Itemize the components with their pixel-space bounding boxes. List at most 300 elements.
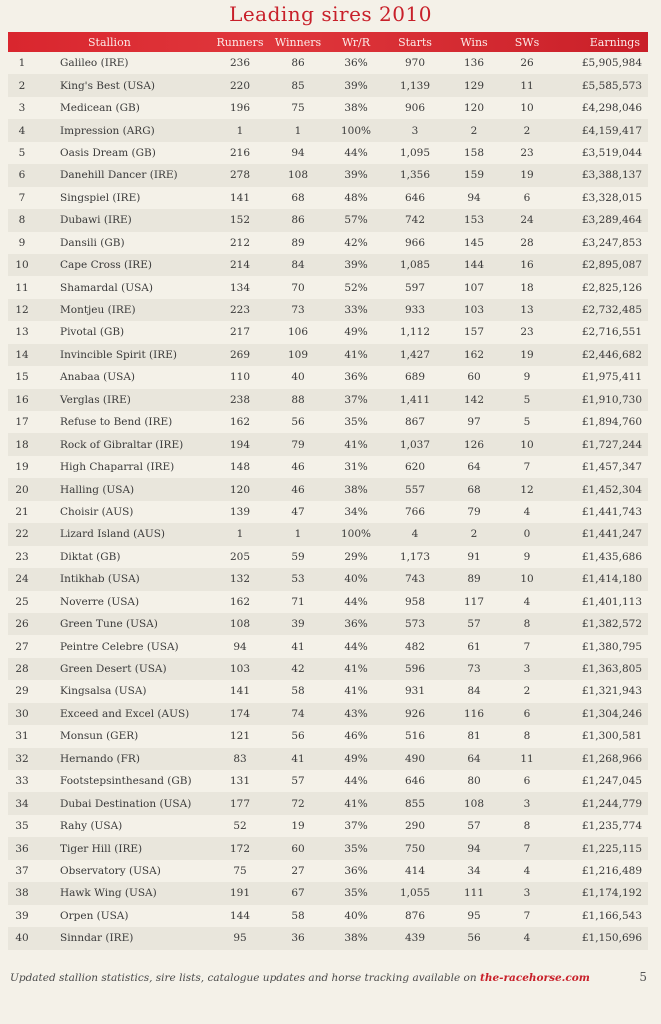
earnings-cell: £1,727,244: [581, 438, 642, 451]
sws-cell: 23: [520, 326, 534, 339]
earnings-cell: £1,268,966: [581, 752, 642, 765]
stallion-cell: Hernando (FR): [60, 752, 140, 765]
wr-cell: 39%: [344, 79, 368, 92]
stallion-cell: Galileo (IRE): [60, 57, 129, 70]
wr-cell: 35%: [344, 842, 368, 855]
runners-cell: 191: [229, 887, 251, 900]
earnings-cell: £1,150,696: [581, 932, 642, 945]
wins-cell: 145: [463, 236, 485, 249]
wins-cell: 94: [467, 191, 481, 204]
earnings-cell: £1,216,489: [581, 864, 642, 877]
stallion-cell: Singspiel (IRE): [60, 191, 141, 204]
wins-cell: 108: [463, 797, 485, 810]
wr-cell: 33%: [344, 304, 368, 317]
stallion-cell: Peintre Celebre (USA): [60, 640, 179, 653]
winners-cell: 58: [291, 685, 305, 698]
sws-cell: 8: [523, 730, 531, 743]
stallion-cell: Rahy (USA): [60, 820, 123, 833]
rank-cell: 35: [15, 820, 29, 833]
starts-cell: 743: [404, 573, 426, 586]
stallion-cell: Diktat (GB): [60, 550, 121, 563]
wins-cell: 64: [467, 461, 481, 474]
wins-cell: 120: [463, 102, 485, 115]
starts-cell: 867: [404, 416, 426, 429]
sws-cell: 10: [520, 102, 534, 115]
sws-cell: 11: [520, 79, 534, 92]
runners-cell: 174: [229, 707, 251, 720]
wins-cell: 94: [467, 842, 481, 855]
winners-cell: 67: [291, 887, 305, 900]
starts-cell: 689: [404, 371, 426, 384]
header-runners: Runners: [216, 35, 264, 49]
winners-cell: 58: [291, 909, 305, 922]
runners-cell: 139: [229, 505, 251, 518]
table-row: [8, 97, 648, 119]
winners-cell: 68: [291, 191, 305, 204]
wr-cell: 35%: [344, 416, 368, 429]
starts-cell: 742: [404, 214, 426, 227]
starts-cell: 1,427: [399, 348, 431, 361]
starts-cell: 490: [404, 752, 426, 765]
starts-cell: 1,173: [399, 550, 431, 563]
starts-cell: 766: [404, 505, 426, 518]
wr-cell: 52%: [344, 281, 368, 294]
starts-cell: 1,139: [399, 79, 431, 92]
earnings-cell: £3,247,853: [581, 236, 642, 249]
table-row: [8, 276, 648, 298]
wr-cell: 39%: [344, 259, 368, 272]
sws-cell: 3: [523, 797, 531, 810]
wins-cell: 80: [467, 775, 481, 788]
runners-cell: 194: [229, 438, 251, 451]
rank-cell: 25: [15, 595, 29, 608]
winners-cell: 75: [291, 102, 305, 115]
sws-cell: 2: [523, 685, 531, 698]
starts-cell: 1,085: [399, 259, 431, 272]
stallion-cell: Noverre (USA): [60, 595, 140, 608]
earnings-cell: £1,247,045: [581, 775, 642, 788]
sws-cell: 3: [523, 663, 531, 676]
runners-cell: 75: [233, 864, 247, 877]
table-row: [8, 209, 648, 231]
winners-cell: 60: [291, 842, 305, 855]
starts-cell: 876: [404, 909, 426, 922]
winners-cell: 41: [291, 640, 305, 653]
earnings-cell: £1,975,411: [581, 371, 642, 384]
stallion-cell: Shamardal (USA): [60, 281, 153, 294]
wins-cell: 2: [470, 124, 478, 137]
winners-cell: 106: [287, 326, 309, 339]
wr-cell: 44%: [344, 775, 368, 788]
winners-cell: 109: [287, 348, 309, 361]
stallion-cell: Impression (ARG): [60, 124, 155, 137]
wr-cell: 36%: [344, 57, 368, 70]
table-row: [8, 501, 648, 523]
earnings-cell: £1,382,572: [581, 618, 642, 631]
stallion-cell: Lizard Island (AUS): [60, 528, 165, 541]
rank-cell: 6: [18, 169, 26, 182]
table-row: [8, 770, 648, 792]
runners-cell: 238: [229, 393, 251, 406]
rank-cell: 16: [15, 393, 29, 406]
sws-cell: 24: [520, 214, 534, 227]
starts-cell: 750: [404, 842, 426, 855]
stallion-cell: Orpen (USA): [60, 909, 129, 922]
sws-cell: 8: [523, 820, 531, 833]
sws-cell: 12: [520, 483, 534, 496]
sws-cell: 3: [523, 887, 531, 900]
table-row: [8, 389, 648, 411]
wins-cell: 129: [463, 79, 485, 92]
winners-cell: 56: [291, 730, 305, 743]
rank-cell: 39: [15, 909, 29, 922]
stallion-cell: Dansili (GB): [60, 236, 125, 249]
earnings-cell: £1,380,795: [581, 640, 642, 653]
starts-cell: 596: [404, 663, 426, 676]
starts-cell: 620: [404, 461, 426, 474]
rank-cell: 19: [15, 461, 29, 474]
stallion-cell: Choisir (AUS): [60, 505, 134, 518]
starts-cell: 1,356: [399, 169, 431, 182]
winners-cell: 42: [291, 663, 305, 676]
stallion-cell: Dubai Destination (USA): [60, 797, 192, 810]
starts-cell: 4: [411, 528, 419, 541]
table-row: [8, 187, 648, 209]
table-row: [8, 882, 648, 904]
rank-cell: 28: [15, 663, 29, 676]
runners-cell: 269: [229, 348, 251, 361]
starts-cell: 1,095: [399, 146, 431, 159]
starts-cell: 516: [404, 730, 426, 743]
wr-cell: 34%: [344, 505, 368, 518]
rank-cell: 32: [15, 752, 29, 765]
table-row: [8, 366, 648, 388]
earnings-cell: £4,298,046: [581, 102, 642, 115]
stallion-cell: Kingsalsa (USA): [60, 685, 147, 698]
wr-cell: 36%: [344, 618, 368, 631]
stallion-cell: Medicean (GB): [60, 102, 140, 115]
winners-cell: 88: [291, 393, 305, 406]
winners-cell: 1: [294, 124, 302, 137]
wins-cell: 153: [463, 214, 485, 227]
header-stallion: Stallion: [88, 35, 131, 49]
table-row: [8, 658, 648, 680]
sws-cell: 18: [520, 281, 534, 294]
starts-cell: 557: [404, 483, 426, 496]
sws-cell: 13: [520, 304, 534, 317]
page-number: 5: [639, 970, 647, 984]
sws-cell: 10: [520, 438, 534, 451]
rank-cell: 20: [15, 483, 29, 496]
winners-cell: 47: [291, 505, 305, 518]
rank-cell: 31: [15, 730, 29, 743]
wins-cell: 107: [463, 281, 485, 294]
earnings-cell: £2,825,126: [581, 281, 642, 294]
rank-cell: 8: [18, 214, 26, 227]
wins-cell: 157: [463, 326, 485, 339]
table-row: [8, 905, 648, 927]
runners-cell: 134: [229, 281, 251, 294]
header-earnings: Earnings: [589, 35, 640, 49]
table-row: [8, 299, 648, 321]
earnings-cell: £1,300,581: [581, 730, 642, 743]
runners-cell: 172: [229, 842, 251, 855]
table-row: [8, 164, 648, 186]
wins-cell: 64: [467, 752, 481, 765]
runners-cell: 1: [236, 528, 244, 541]
stallion-cell: Tiger Hill (IRE): [60, 842, 143, 855]
wr-cell: 38%: [344, 483, 368, 496]
runners-cell: 162: [229, 595, 251, 608]
earnings-cell: £1,894,760: [581, 416, 642, 429]
runners-cell: 108: [229, 618, 251, 631]
earnings-cell: £1,435,686: [581, 550, 642, 563]
rank-cell: 29: [15, 685, 29, 698]
wins-cell: 159: [463, 169, 485, 182]
winners-cell: 94: [291, 146, 305, 159]
footer-link[interactable]: the-racehorse.com: [479, 972, 590, 984]
wins-cell: 34: [467, 864, 481, 877]
runners-cell: 278: [229, 169, 251, 182]
stallion-cell: Oasis Dream (GB): [60, 146, 156, 159]
sires-table: [8, 32, 648, 950]
winners-cell: 53: [291, 573, 305, 586]
rank-cell: 3: [18, 102, 26, 115]
starts-cell: 646: [404, 191, 426, 204]
starts-cell: 970: [404, 57, 426, 70]
runners-cell: 214: [229, 259, 251, 272]
earnings-cell: £1,441,743: [581, 505, 642, 518]
starts-cell: 855: [404, 797, 426, 810]
sws-cell: 16: [520, 259, 534, 272]
wr-cell: 44%: [344, 146, 368, 159]
table-row: [8, 748, 648, 770]
earnings-cell: £5,905,984: [581, 57, 642, 70]
table-row: [8, 321, 648, 343]
runners-cell: 212: [229, 236, 251, 249]
wr-cell: 37%: [344, 820, 368, 833]
winners-cell: 56: [291, 416, 305, 429]
sws-cell: 7: [523, 461, 531, 474]
stallion-cell: Montjeu (IRE): [60, 304, 136, 317]
wr-cell: 48%: [344, 191, 368, 204]
header-starts: Starts: [398, 35, 432, 49]
earnings-cell: £1,166,543: [581, 909, 642, 922]
stallion-cell: Green Tune (USA): [60, 618, 158, 631]
runners-cell: 141: [229, 685, 251, 698]
runners-cell: 110: [229, 371, 251, 384]
wr-cell: 44%: [344, 595, 368, 608]
starts-cell: 290: [404, 820, 426, 833]
sws-cell: 5: [523, 393, 531, 406]
earnings-cell: £2,732,485: [581, 304, 642, 317]
starts-cell: 439: [404, 932, 426, 945]
winners-cell: 1: [294, 528, 302, 541]
winners-cell: 89: [291, 236, 305, 249]
header-wr: Wr/R: [341, 35, 371, 49]
winners-cell: 46: [291, 461, 305, 474]
sws-cell: 23: [520, 146, 534, 159]
sws-cell: 4: [523, 864, 531, 877]
wr-cell: 49%: [344, 326, 368, 339]
stallion-cell: Sinndar (IRE): [60, 932, 134, 945]
rank-cell: 9: [18, 236, 26, 249]
wr-cell: 40%: [344, 909, 368, 922]
header-sws: SWs: [514, 35, 540, 49]
wins-cell: 116: [463, 707, 485, 720]
sws-cell: 7: [523, 640, 531, 653]
rank-cell: 18: [15, 438, 29, 451]
sws-cell: 4: [523, 932, 531, 945]
stallion-cell: Dubawi (IRE): [60, 214, 132, 227]
runners-cell: 103: [229, 663, 251, 676]
table-row: [8, 344, 648, 366]
winners-cell: 73: [291, 304, 305, 317]
wins-cell: 136: [463, 57, 485, 70]
winners-cell: 85: [291, 79, 305, 92]
rank-cell: 22: [15, 528, 29, 541]
table-row: [8, 792, 648, 814]
wr-cell: 39%: [344, 169, 368, 182]
rank-cell: 24: [15, 573, 29, 586]
wins-cell: 95: [467, 909, 481, 922]
runners-cell: 216: [229, 146, 251, 159]
earnings-cell: £5,585,573: [581, 79, 642, 92]
rank-cell: 15: [15, 371, 29, 384]
winners-cell: 108: [287, 169, 309, 182]
table-row: [8, 613, 648, 635]
footer-text: Updated stallion statistics, sire lists, catalogue updates and horse tracking available on: [10, 972, 477, 984]
rank-cell: 5: [18, 146, 26, 159]
starts-cell: 597: [404, 281, 426, 294]
wins-cell: 84: [467, 685, 481, 698]
table-row: [8, 703, 648, 725]
earnings-cell: £1,910,730: [581, 393, 642, 406]
table-header: [8, 32, 648, 52]
wr-cell: 38%: [344, 102, 368, 115]
wr-cell: 35%: [344, 887, 368, 900]
runners-cell: 131: [229, 775, 251, 788]
wr-cell: 100%: [340, 124, 372, 137]
wins-cell: 111: [463, 887, 485, 900]
runners-cell: 144: [229, 909, 251, 922]
wins-cell: 158: [463, 146, 485, 159]
wins-cell: 68: [467, 483, 481, 496]
table-row: [8, 232, 648, 254]
wr-cell: 49%: [344, 752, 368, 765]
winners-cell: 84: [291, 259, 305, 272]
runners-cell: 196: [229, 102, 251, 115]
starts-cell: 906: [404, 102, 426, 115]
wins-cell: 89: [467, 573, 481, 586]
rank-cell: 1: [18, 57, 26, 70]
earnings-cell: £2,446,682: [581, 348, 642, 361]
table-row: [8, 927, 648, 949]
wins-cell: 60: [467, 371, 481, 384]
wins-cell: 79: [467, 505, 481, 518]
winners-cell: 39: [291, 618, 305, 631]
wr-cell: 41%: [344, 663, 368, 676]
winners-cell: 19: [291, 820, 305, 833]
runners-cell: 223: [229, 304, 251, 317]
wr-cell: 41%: [344, 797, 368, 810]
starts-cell: 931: [404, 685, 426, 698]
rank-cell: 11: [15, 281, 29, 294]
rank-cell: 40: [15, 932, 29, 945]
wr-cell: 41%: [344, 348, 368, 361]
wins-cell: 126: [463, 438, 485, 451]
table-row: [8, 815, 648, 837]
sws-cell: 4: [523, 505, 531, 518]
wr-cell: 42%: [344, 236, 368, 249]
winners-cell: 57: [291, 775, 305, 788]
starts-cell: 1,055: [399, 887, 431, 900]
stallion-cell: High Chaparral (IRE): [60, 461, 175, 474]
winners-cell: 71: [291, 595, 305, 608]
starts-cell: 1,112: [399, 326, 431, 339]
earnings-cell: £1,452,304: [581, 483, 642, 496]
table-row: [8, 456, 648, 478]
table-row: [8, 837, 648, 859]
wr-cell: 44%: [344, 640, 368, 653]
runners-cell: 177: [229, 797, 251, 810]
runners-cell: 236: [229, 57, 251, 70]
stallion-cell: Danehill Dancer (IRE): [60, 169, 178, 182]
stallion-cell: King's Best (USA): [60, 79, 155, 92]
earnings-cell: £3,328,015: [581, 191, 642, 204]
header-winners: Winners: [274, 35, 322, 49]
sws-cell: 19: [520, 348, 534, 361]
wr-cell: 38%: [344, 932, 368, 945]
wins-cell: 81: [467, 730, 481, 743]
rank-cell: 13: [15, 326, 29, 339]
rank-cell: 21: [15, 505, 29, 518]
table-row: [8, 523, 648, 545]
earnings-cell: £1,235,774: [581, 820, 642, 833]
runners-cell: 52: [233, 820, 247, 833]
rank-cell: 30: [15, 707, 29, 720]
runners-cell: 162: [229, 416, 251, 429]
wins-cell: 73: [467, 663, 481, 676]
winners-cell: 74: [291, 707, 305, 720]
earnings-cell: £4,159,417: [581, 124, 642, 137]
wins-cell: 91: [467, 550, 481, 563]
starts-cell: 646: [404, 775, 426, 788]
sws-cell: 10: [520, 573, 534, 586]
rank-cell: 14: [15, 348, 29, 361]
wr-cell: 37%: [344, 393, 368, 406]
earnings-cell: £1,321,943: [581, 685, 642, 698]
wr-cell: 41%: [344, 438, 368, 451]
runners-cell: 95: [233, 932, 247, 945]
starts-cell: 1,037: [399, 438, 431, 451]
table-body: [8, 52, 648, 950]
runners-cell: 205: [229, 550, 251, 563]
starts-cell: 926: [404, 707, 426, 720]
runners-cell: 141: [229, 191, 251, 204]
earnings-cell: £1,174,192: [581, 887, 642, 900]
wr-cell: 40%: [344, 573, 368, 586]
footer-note: [10, 972, 620, 984]
stallion-cell: Hawk Wing (USA): [60, 887, 157, 900]
wr-cell: 31%: [344, 461, 368, 474]
rank-cell: 27: [15, 640, 29, 653]
stallion-cell: Invincible Spirit (IRE): [60, 348, 177, 361]
table-row: [8, 546, 648, 568]
runners-cell: 121: [229, 730, 251, 743]
sws-cell: 8: [523, 618, 531, 631]
stallion-cell: Verglas (IRE): [60, 393, 131, 406]
